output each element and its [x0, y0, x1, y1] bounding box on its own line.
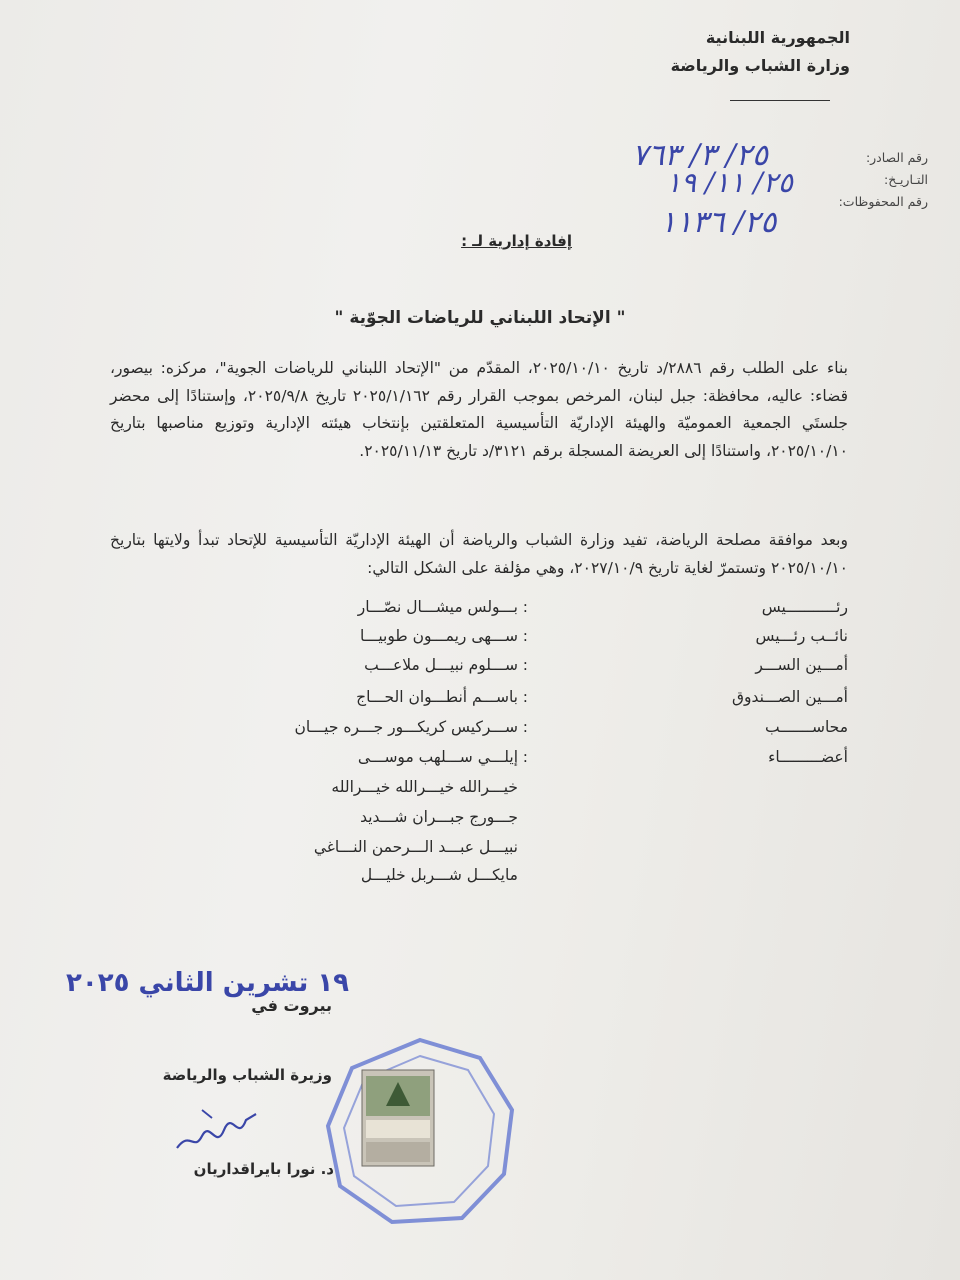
handwritten-date: ٢٥/ ١١/ ١٩ [666, 166, 793, 199]
ref-date-label: التـاريـخ: [884, 172, 928, 187]
board-row [110, 866, 848, 896]
board-row [110, 748, 848, 778]
board-name: ســـلوم نبيـــل ملاعـــب [364, 656, 518, 674]
board-row [110, 627, 848, 657]
board-row [110, 718, 848, 748]
board-name: نبيـــل عبـــد الـــرحمن النـــاغي [313, 838, 518, 856]
handwritten-issued-number: ٢٥/ ٣/ ٧٦٣ [632, 138, 769, 173]
header-republic: الجمهورية اللبنانية [705, 28, 850, 47]
board-name: ســـهى ريمـــون طوبيـــا [360, 627, 518, 645]
board-role: رئـــــــــــيس [761, 598, 848, 616]
board-colon: : [522, 718, 528, 736]
ref-archive-label: رقم المحفوظات: [838, 194, 928, 209]
ref-issued-label: رقم الصادر: [865, 150, 928, 165]
board-name: خيـــرالله خيـــرالله خيـــرالله [331, 778, 518, 796]
board-role: محاســـــــب [764, 718, 848, 736]
board-row [110, 656, 848, 686]
board-row [110, 838, 848, 868]
board-name: ســـركيس كريكـــور جـــره جيـــان [294, 718, 518, 736]
board-row [110, 688, 848, 718]
board-row [110, 808, 848, 838]
board-row [110, 598, 848, 628]
place-label: بيروت في [251, 996, 332, 1015]
board-row [110, 778, 848, 808]
paragraph-1: بناء على الطلب رقم ٢٨٨٦/د تاريخ ٢٠٢٥/١٠/١٠، المقدّم من "الإتحاد اللبناني للرياضات الجوية"، مركزه: بيصور، قضاء: عاليه، محافظة: جبل لبنان، المرخص بموجب القرار رقم ٢٠٢٥/١/١٦٢ تاريخ ٢٠٢٥/٩/٨، وإستنادًا إلى محضر جلستَي الجمعية العموميّة والهيئة الإداريّة التأسيسية المتعلقتين بإنتخاب هيئته الإدارية وتوزيع مناصبها بتاريخ ٢٠٢٥/١٠/١٠، واستنادًا إلى العريضة المسجلة برقم ٣١٢١/د تاريخ ٢٠٢٥/١١/١٣. [110, 359, 848, 460]
handwritten-signing-date: ١٩ تشرين الثاني ٢٠٢٥ [66, 968, 350, 998]
board-role: أمـــين الصـــندوق [731, 688, 848, 706]
federation-title: " الإتحاد اللبناني للرياضات الجوّية " [334, 308, 626, 328]
subject-line: إفادة إدارية لـ : [461, 232, 572, 250]
board-role: أمـــين الســـر [755, 656, 848, 674]
board-colon: : [522, 627, 528, 645]
board-name: إيلـــي ســـلهب موســـى [357, 748, 518, 766]
board-name: جـــورج جبـــران شـــديد [360, 808, 518, 826]
board-name: بـــولس ميشـــال نصّـــار [357, 598, 518, 616]
board-colon: : [522, 656, 528, 674]
board-colon: : [522, 688, 528, 706]
board-colon: : [522, 748, 528, 766]
board-name: باســـم أنطـــوان الحـــاج [356, 688, 518, 706]
header-ministry: وزارة الشباب والرياضة [670, 56, 850, 75]
minister-title: وزيرة الشباب والرياضة [162, 1066, 332, 1084]
board-role: أعضـــــــــاء [768, 748, 848, 766]
signature-mark [172, 1100, 262, 1160]
board-role: نائــب رئـــيس [755, 627, 848, 645]
paragraph-2: وبعد موافقة مصلحة الرياضة، تفيد وزارة الشباب والرياضة أن الهيئة الإداريّة التأسيسية للإتحاد تبدأ ولايتها بتاريخ ٢٠٢٥/١٠/١٠ وتستمرّ لغاية تاريخ ٢٠٢٧/١٠/٩، وهي مؤلفة على الشكل التالي: [110, 531, 848, 577]
board-name: مايكـــل شـــربل خليـــل [360, 866, 518, 884]
board-colon: : [522, 598, 528, 616]
minister-name: د. نورا بايراقداريان [193, 1160, 334, 1178]
fiscal-stamp [360, 1068, 436, 1168]
handwritten-archive-number: ٢٥/ ١١٣٦ [660, 205, 777, 240]
header-divider [730, 100, 830, 101]
